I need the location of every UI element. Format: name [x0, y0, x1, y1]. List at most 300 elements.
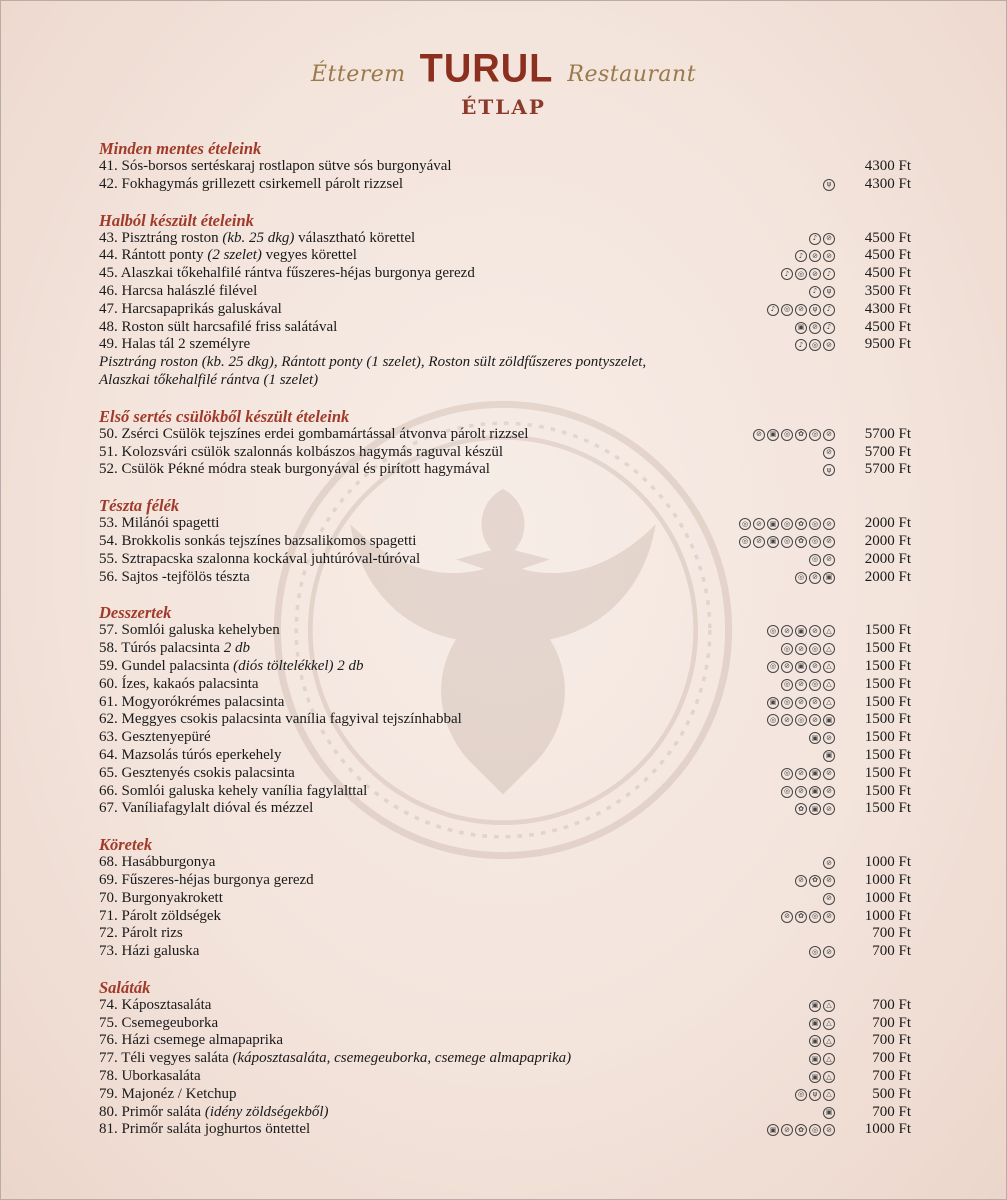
allergen-icon: ⊘ — [753, 429, 765, 441]
allergen-icon: △ — [823, 1071, 835, 1083]
menu-section — [99, 211, 915, 390]
item-number: 56. — [99, 568, 118, 585]
item-price: 9500 Ft — [864, 336, 911, 353]
menu-item — [99, 694, 915, 712]
item-number: 45. — [99, 265, 118, 282]
item-name: Fokhagymás grillezett csirkemell párolt rizzsel — [121, 175, 404, 192]
item-number: 57. — [99, 622, 118, 639]
allergen-icon: ⊘ — [823, 857, 835, 869]
allergen-icon: ⊘ — [823, 893, 835, 905]
item-number: 65. — [99, 764, 118, 781]
menu-item — [99, 265, 915, 283]
item-number: 77. — [99, 1050, 118, 1067]
item-price: 3500 Ft — [864, 282, 911, 299]
allergen-icon: ⊘ — [809, 322, 821, 334]
item-price: 1000 Ft — [864, 854, 911, 871]
item-price: 2000 Ft — [864, 568, 911, 585]
allergen-icons — [795, 339, 835, 351]
menu-item-name — [99, 1068, 201, 1086]
menu-item — [99, 1104, 915, 1122]
menu-item-name — [99, 676, 259, 694]
allergen-icon: ◎ — [781, 697, 793, 709]
item-price: 1500 Ft — [864, 640, 911, 657]
item-name: Mogyorókrémes palacsinta — [121, 693, 285, 710]
allergen-icon: ▣ — [809, 1053, 821, 1065]
allergen-icon: ✿ — [795, 803, 807, 815]
item-price: 4500 Ft — [864, 229, 911, 246]
menu-item-name — [99, 426, 528, 444]
allergen-icon: ⊘ — [795, 875, 807, 887]
allergen-icons — [767, 625, 835, 637]
item-name: Somlói galuska kehelyben — [121, 622, 280, 639]
item-name: Uborkasaláta — [121, 1068, 201, 1085]
item-name: Harcsa halászlé filével — [121, 282, 258, 299]
item-number: 79. — [99, 1085, 118, 1102]
menu-section — [99, 407, 915, 479]
allergen-icon: ▣ — [809, 768, 821, 780]
item-number: 66. — [99, 782, 118, 799]
allergen-icon: △ — [823, 697, 835, 709]
item-number: 74. — [99, 996, 118, 1013]
menu-section — [99, 139, 915, 194]
item-price: 2000 Ft — [864, 550, 911, 567]
allergen-icon: ✿ — [809, 875, 821, 887]
section-title: Desszertek — [99, 603, 172, 623]
allergen-icon: ◎ — [781, 786, 793, 798]
allergen-icon: ⊘ — [781, 714, 793, 726]
item-number: 70. — [99, 889, 118, 906]
item-price: 1000 Ft — [864, 907, 911, 924]
allergen-icon: ▣ — [823, 714, 835, 726]
menu-item-name — [99, 319, 337, 337]
item-price: 5700 Ft — [864, 425, 911, 442]
allergen-icons — [823, 447, 835, 459]
allergen-icon: ⊘ — [809, 625, 821, 637]
item-name: Párolt rizs — [121, 925, 183, 942]
menu-item-name — [99, 336, 250, 354]
allergen-icon: ◎ — [795, 572, 807, 584]
section-title: Minden mentes ételeink — [99, 139, 262, 158]
allergen-icon: ◎ — [809, 946, 821, 958]
allergen-icon: ♪ — [795, 250, 807, 262]
menu-item-name — [99, 622, 280, 640]
item-number: 73. — [99, 943, 118, 960]
allergen-icon: ⊘ — [809, 697, 821, 709]
allergen-icons — [823, 893, 835, 905]
allergen-icon: ⊘ — [823, 536, 835, 548]
allergen-icon: ⊘ — [795, 679, 807, 691]
menu-item — [99, 158, 915, 176]
menu-item — [99, 1015, 915, 1033]
menu-item — [99, 622, 915, 640]
menu-item — [99, 426, 915, 444]
item-price: 4300 Ft — [864, 158, 911, 174]
item-italic-detail: (idény zöldségekből) — [204, 1103, 329, 1120]
allergen-icon: ◎ — [795, 1089, 807, 1101]
allergen-icons — [795, 875, 835, 887]
allergen-icon: ⊘ — [823, 518, 835, 530]
allergen-icons — [795, 572, 835, 584]
item-italic-detail: (kb. 25 dkg) — [222, 229, 295, 246]
allergen-icon: ⊘ — [781, 911, 793, 923]
item-name: Fűszeres-héjas burgonya gerezd — [121, 871, 314, 888]
section-title: Saláták — [99, 977, 151, 997]
item-number: 55. — [99, 550, 118, 567]
item-number: 47. — [99, 300, 118, 317]
allergen-icon: ⊘ — [823, 732, 835, 744]
item-price: 1500 Ft — [864, 622, 911, 639]
allergen-icon: ⊘ — [795, 643, 807, 655]
item-number: 72. — [99, 925, 118, 942]
menu-item — [99, 747, 915, 765]
item-price: 1500 Ft — [864, 764, 911, 781]
menu-item — [99, 1050, 915, 1068]
allergen-icon: ⊘ — [823, 339, 835, 351]
allergen-icon: ⊘ — [823, 911, 835, 923]
allergen-icons — [781, 911, 835, 923]
allergen-icon: ♪ — [823, 268, 835, 280]
allergen-icons — [781, 268, 835, 280]
allergen-icons — [809, 1035, 835, 1047]
item-name: Vaníliafagylalt dióval és mézzel — [121, 800, 314, 817]
section-note: Pisztráng roston (kb. 25 dkg), Rántott ponty (1 szelet), Roston sült zöldfűszeres pontyszelet, Alaszkai tőkehalfilé rántva (1 szelet) — [99, 354, 647, 388]
item-name: Brokkolis sonkás tejszínes bazsalikomos spagetti — [121, 532, 417, 549]
allergen-icon: ◎ — [795, 714, 807, 726]
allergen-icon: ⊘ — [809, 714, 821, 726]
allergen-icons — [767, 714, 835, 726]
menu-item-name — [99, 925, 183, 943]
item-price: 1500 Ft — [864, 711, 911, 728]
allergen-icon: ◎ — [809, 339, 821, 351]
menu-item — [99, 765, 915, 783]
menu-item — [99, 729, 915, 747]
item-number: 61. — [99, 693, 118, 710]
menu-item — [99, 872, 915, 890]
item-number: 50. — [99, 425, 118, 442]
menu-item — [99, 1086, 915, 1104]
allergen-icons — [809, 1071, 835, 1083]
allergen-icon: ⊘ — [795, 768, 807, 780]
menu-item — [99, 908, 915, 926]
allergen-icon: ψ — [823, 179, 835, 191]
menu-item — [99, 711, 915, 729]
allergen-icon: ⊘ — [823, 429, 835, 441]
allergen-icon: ▣ — [767, 429, 779, 441]
item-number: 60. — [99, 675, 118, 692]
menu-section — [99, 835, 915, 961]
allergen-icon: ✿ — [795, 536, 807, 548]
allergen-icon: ▣ — [809, 803, 821, 815]
section-title: Köretek — [99, 835, 153, 855]
allergen-icon: ◎ — [781, 643, 793, 655]
item-name-rest: választható körettel — [294, 229, 416, 246]
menu-section — [99, 978, 915, 1139]
item-price: 700 Ft — [872, 1068, 911, 1085]
item-name: Majonéz / Ketchup — [121, 1085, 237, 1102]
item-price: 1500 Ft — [864, 657, 911, 674]
allergen-icon: ◎ — [739, 518, 751, 530]
allergen-icon: ⊘ — [809, 572, 821, 584]
menu-item-name — [99, 1104, 329, 1122]
menu-item-name — [99, 1015, 218, 1033]
menu-item-name — [99, 515, 219, 533]
item-name: Ízes, kakaós palacsinta — [121, 675, 259, 692]
item-name: Hasábburgonya — [121, 854, 216, 871]
item-price: 500 Ft — [872, 1085, 911, 1102]
allergen-icons — [809, 233, 835, 245]
item-name: Túrós palacsinta — [121, 640, 224, 657]
allergen-icons — [781, 643, 835, 655]
allergen-icon: ▣ — [795, 661, 807, 673]
menu-item — [99, 533, 915, 551]
menu-item-name — [99, 765, 295, 783]
allergen-icon: ♪ — [767, 304, 779, 316]
section-title: Halból készült ételeink — [99, 210, 254, 230]
menu-item-name — [99, 694, 284, 712]
item-price: 700 Ft — [872, 1032, 911, 1049]
page-title: ÉTLAP — [461, 95, 546, 119]
allergen-icon: ψ — [823, 464, 835, 476]
menu-item — [99, 997, 915, 1015]
menu-item-name — [99, 747, 281, 765]
item-price: 5700 Ft — [864, 461, 911, 478]
item-number: 63. — [99, 729, 118, 746]
allergen-icon: ⊘ — [753, 518, 765, 530]
allergen-icons — [739, 518, 835, 530]
item-number: 76. — [99, 1032, 118, 1049]
allergen-icon: ▣ — [767, 536, 779, 548]
item-price: 4300 Ft — [864, 175, 911, 192]
menu-item — [99, 1068, 915, 1086]
menu-item — [99, 1032, 915, 1050]
menu-item-name — [99, 265, 475, 283]
allergen-icon: ✿ — [795, 1124, 807, 1136]
allergen-icon: ◎ — [781, 518, 793, 530]
allergen-icon: ♪ — [781, 268, 793, 280]
item-number: 52. — [99, 461, 118, 478]
item-name: Somlói galuska kehely vanília fagylalttal — [121, 782, 368, 799]
item-number: 41. — [99, 158, 118, 174]
allergen-icons — [795, 250, 835, 262]
item-number: 46. — [99, 282, 118, 299]
item-price: 4500 Ft — [864, 247, 911, 264]
allergen-icon: ◎ — [809, 518, 821, 530]
allergen-icon: ◎ — [781, 304, 793, 316]
brand-logo-text: TURUL — [419, 46, 554, 92]
allergen-icon: ⊘ — [809, 661, 821, 673]
allergen-icons — [795, 322, 835, 334]
item-number: 62. — [99, 711, 118, 728]
item-name: Rántott ponty — [121, 247, 208, 264]
menu-item — [99, 658, 915, 676]
allergen-icons — [823, 179, 835, 191]
allergen-icons — [823, 857, 835, 869]
menu-list — [99, 139, 915, 1156]
allergen-icon: ◎ — [781, 768, 793, 780]
menu-item — [99, 283, 915, 301]
item-number: 69. — [99, 871, 118, 888]
menu-item-name — [99, 247, 357, 265]
allergen-icon: ▣ — [823, 572, 835, 584]
item-name: Harcsapaprikás galuskával — [121, 300, 282, 317]
item-price: 2000 Ft — [864, 532, 911, 549]
allergen-icon: ◎ — [809, 643, 821, 655]
allergen-icon: ▣ — [809, 1000, 821, 1012]
menu-item-name — [99, 1050, 571, 1068]
menu-item-name — [99, 158, 452, 176]
item-name: Milánói spagetti — [121, 515, 220, 532]
menu-item-name — [99, 1121, 310, 1139]
item-number: 59. — [99, 657, 118, 674]
allergen-icon: △ — [823, 1089, 835, 1101]
menu-section — [99, 496, 915, 586]
allergen-icon: ◎ — [809, 911, 821, 923]
allergen-icon: ▣ — [809, 1018, 821, 1030]
allergen-icon: ⊘ — [823, 875, 835, 887]
item-number: 81. — [99, 1121, 118, 1138]
allergen-icons — [767, 304, 835, 316]
menu-item — [99, 890, 915, 908]
section-title: Tészta félék — [99, 496, 180, 516]
menu-item — [99, 551, 915, 569]
item-name-rest: vegyes körettel — [261, 247, 357, 264]
allergen-icon: ◎ — [809, 679, 821, 691]
menu-item — [99, 247, 915, 265]
allergen-icons — [753, 429, 835, 441]
allergen-icon: ◎ — [767, 661, 779, 673]
allergen-icon: ⊘ — [795, 697, 807, 709]
allergen-icon: ◎ — [767, 625, 779, 637]
item-number: 44. — [99, 247, 118, 264]
allergen-icon: △ — [823, 661, 835, 673]
allergen-icon: ◎ — [767, 714, 779, 726]
allergen-icon: ◎ — [781, 679, 793, 691]
allergen-icon: ⊘ — [823, 250, 835, 262]
item-name: Roston sült harcsafilé friss salátával — [121, 318, 338, 335]
allergen-icon: ⊘ — [823, 447, 835, 459]
allergen-icon: ♪ — [823, 322, 835, 334]
allergen-icon: ◎ — [739, 536, 751, 548]
allergen-icons — [823, 464, 835, 476]
allergen-icon: ◎ — [781, 536, 793, 548]
allergen-icons — [767, 1124, 835, 1136]
menu-item-name — [99, 461, 490, 479]
allergen-icon: ▣ — [767, 1124, 779, 1136]
menu-item-name — [99, 711, 462, 729]
item-number: 48. — [99, 318, 118, 335]
item-italic-detail: (diós töltelékkel) 2 db — [233, 657, 364, 674]
allergen-icon: ⊘ — [809, 250, 821, 262]
item-number: 53. — [99, 515, 118, 532]
item-name: Pisztráng roston — [121, 229, 223, 246]
item-italic-detail: (2 szelet) — [207, 247, 262, 264]
allergen-icons — [809, 286, 835, 298]
menu-item — [99, 176, 915, 194]
item-name: Csemegeuborka — [121, 1014, 219, 1031]
menu-item-name — [99, 854, 215, 872]
allergen-icon: ⊘ — [809, 268, 821, 280]
menu-item — [99, 783, 915, 801]
item-name: Csülök Pékné módra steak burgonyával és pirított hagymával — [121, 461, 490, 478]
item-name: Házi csemege almapaprika — [121, 1032, 284, 1049]
allergen-icons — [795, 1089, 835, 1101]
allergen-icons — [781, 786, 835, 798]
item-number: 71. — [99, 907, 118, 924]
menu-item-name — [99, 176, 403, 194]
allergen-icon: ♪ — [809, 233, 821, 245]
menu-item — [99, 336, 915, 354]
menu-item — [99, 230, 915, 248]
allergen-icon: ✿ — [795, 911, 807, 923]
allergen-icon: ◎ — [809, 1124, 821, 1136]
menu-item-name — [99, 301, 282, 319]
menu-item-name — [99, 230, 415, 248]
item-name: Sós-borsos sertéskaraj rostlapon sütve sós burgonyával — [121, 158, 452, 174]
allergen-icons — [809, 1000, 835, 1012]
item-number: 67. — [99, 800, 118, 817]
item-name: Meggyes csokis palacsinta vanília fagyival tejszínhabbal — [121, 711, 462, 728]
menu-item-name — [99, 533, 416, 551]
item-number: 75. — [99, 1014, 118, 1031]
menu-item-name — [99, 640, 250, 658]
menu-item — [99, 461, 915, 479]
allergen-icon: ▣ — [795, 322, 807, 334]
allergen-icon: ▣ — [809, 1035, 821, 1047]
allergen-icon: ⊘ — [823, 946, 835, 958]
menu-item — [99, 301, 915, 319]
item-number: 49. — [99, 336, 118, 353]
menu-item — [99, 640, 915, 658]
allergen-icon: △ — [823, 643, 835, 655]
menu-item-name — [99, 800, 313, 818]
menu-item — [99, 515, 915, 533]
allergen-icon: ⊘ — [781, 625, 793, 637]
item-price: 2000 Ft — [864, 515, 911, 532]
item-price: 1000 Ft — [864, 871, 911, 888]
item-price: 700 Ft — [872, 1050, 911, 1067]
item-price: 4300 Ft — [864, 300, 911, 317]
menu-item-name — [99, 551, 420, 569]
menu-item-name — [99, 569, 250, 587]
menu-item-name — [99, 1032, 283, 1050]
allergen-icon: △ — [823, 679, 835, 691]
menu-item-name — [99, 283, 257, 301]
allergen-icons — [767, 661, 835, 673]
allergen-icon: ◎ — [795, 268, 807, 280]
item-price: 4500 Ft — [864, 265, 911, 282]
menu-item-name — [99, 729, 211, 747]
item-price: 4500 Ft — [864, 318, 911, 335]
allergen-icon: ⊘ — [823, 1124, 835, 1136]
item-number: 43. — [99, 229, 118, 246]
menu-item — [99, 319, 915, 337]
menu-section — [99, 603, 915, 818]
item-price: 1500 Ft — [864, 693, 911, 710]
item-price: 700 Ft — [872, 996, 911, 1013]
item-number: 51. — [99, 443, 118, 460]
menu-item — [99, 925, 915, 943]
item-number: 68. — [99, 854, 118, 871]
allergen-icon: ⊘ — [781, 661, 793, 673]
menu-item — [99, 444, 915, 462]
section-title: Első sertés csülökből készült ételeink — [99, 406, 350, 426]
allergen-icon: △ — [823, 625, 835, 637]
allergen-icons — [809, 1053, 835, 1065]
menu-item-name — [99, 444, 503, 462]
allergen-icon: ◎ — [809, 536, 821, 548]
allergen-icons — [767, 697, 835, 709]
allergen-icon: ▣ — [809, 732, 821, 744]
